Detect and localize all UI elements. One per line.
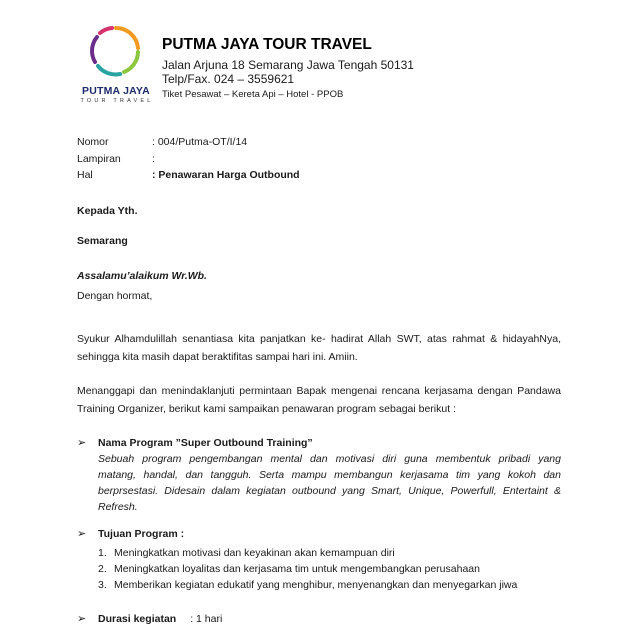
paragraph-1-line-1: Syukur Alhamdulillah senantiasa kita panjatkan ke- hadirat Allah SWT, atas rahmat & hidayahNya,: [77, 333, 561, 345]
durasi-value: : 1 hari: [190, 613, 223, 625]
recipient-line-1: Kepada Yth.: [77, 205, 138, 217]
address-line-1: Jalan Arjuna 18 Semarang Jawa Tengah 50131: [162, 58, 414, 72]
meta-key: Lampiran: [77, 153, 121, 165]
tujuan-item: [98, 547, 395, 559]
tujuan-item-text: Meningkatkan loyalitas dan kerjasama tim untuk mengembangkan perusahaan: [114, 563, 480, 575]
tujuan-item: [98, 563, 480, 575]
address-line-3: Tiket Pesawat – Kereta Api – Hotel - PPOB: [162, 89, 344, 100]
meta-key: Nomor: [77, 136, 109, 148]
program-desc-line: matang, handal, dan tangguh. Serta mampu membangun kerjasama tim yang kokoh dan: [98, 469, 561, 481]
salam: Assalamu’alaikum Wr.Wb.: [77, 270, 207, 282]
bullet-arrow-icon: ➢: [77, 437, 87, 449]
program-desc-line: Sebuah program pengembangan mental dan motivasi diri guna membentuk pribadi yang: [98, 453, 561, 465]
tujuan-item-text: Meningkatkan motivasi dan keyakinan akan kemampuan diri: [114, 547, 395, 559]
meta-value: : Penawaran Harga Outbound: [152, 169, 300, 181]
bullet-arrow-icon: ➢: [77, 528, 87, 540]
tujuan-item: [98, 579, 517, 591]
program-desc-line: Refresh.: [98, 501, 138, 513]
opening: Dengan hormat,: [77, 290, 153, 302]
company-logo: [76, 22, 156, 104]
durasi-label: Durasi kegiatan: [98, 613, 177, 625]
tujuan-item-text: Memberikan kegiatan edukatif yang menghibur, menyenangkan dan menyegarkan jiwa: [114, 579, 518, 591]
recipient-line-2: Semarang: [77, 235, 128, 247]
logo-name: PUTMA JAYA: [82, 85, 150, 97]
address-line-2: Telp/Fax. 024 – 3559621: [162, 72, 295, 86]
paragraph-1-line-2: sehingga kita masih dapat beraktifitas sampai hari ini. Amiin.: [77, 351, 358, 363]
meta-value: : 004/Putma-OT/I/14: [152, 136, 248, 148]
meta-key: Hal: [77, 169, 93, 181]
company-name: PUTMA JAYA TOUR TRAVEL: [162, 36, 372, 53]
program-desc-line: berprsestasi. Didesain dalam kegiatan outbound yang Smart, Unique, Powerfull, Entertaint &: [98, 485, 561, 497]
tujuan-item-number: 3.: [98, 579, 107, 591]
paragraph-2-line-1: Menanggapi dan menindaklanjuti permintaan Bapak mengenai rencana kerjasama dengan Pandawa: [77, 385, 561, 397]
tujuan-title: Tujuan Program :: [98, 528, 185, 540]
tujuan-item-number: 1.: [98, 547, 107, 559]
paragraph-2-line-2: Training Organizer, berikut kami sampaikan penawaran program sebagai berikut :: [77, 403, 456, 415]
program-title: Nama Program ”Super Outbound Training”: [98, 437, 313, 449]
logo-tagline: TOUR TRAVEL: [80, 98, 154, 104]
logo-ring-icon: [88, 22, 144, 82]
durasi-row: [98, 613, 222, 625]
bullet-arrow-icon: ➢: [77, 613, 87, 625]
tujuan-item-number: 2.: [98, 563, 107, 575]
meta-value: :: [152, 153, 155, 165]
